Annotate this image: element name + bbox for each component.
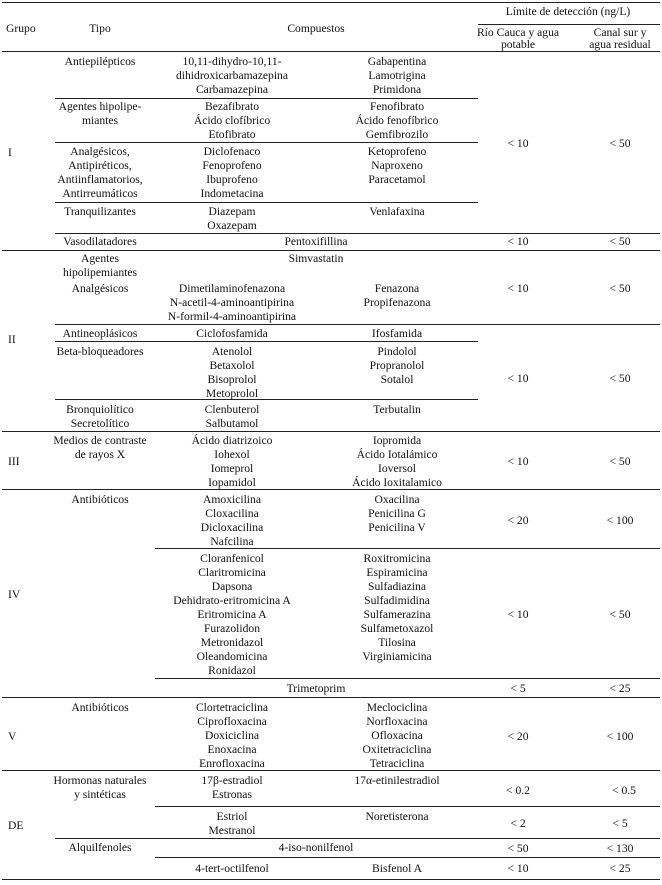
tipo-cell: Medios de contraste: [53, 434, 147, 447]
compound: Sotalol: [380, 373, 414, 386]
tipo-cell: hipolipemiantes: [62, 266, 138, 279]
compound: Norfloxacina: [366, 715, 428, 728]
compound: Oxacilina: [374, 493, 420, 506]
rule-sub: [155, 806, 660, 807]
compound: Primidona: [372, 83, 422, 96]
rule-sub: [55, 838, 660, 839]
compound: Dicloxacilina: [200, 521, 264, 534]
compound: Sulfadimidina: [364, 594, 430, 607]
compound: Sulfametoxazol: [360, 622, 434, 635]
compound: Metoprolol: [205, 387, 259, 400]
compound: Ronidazol: [208, 664, 256, 677]
header-canal: Canal sur y: [593, 26, 647, 39]
rule-limit-header: [478, 24, 660, 25]
compound: Tilosina: [378, 636, 416, 649]
compound: Clortetraciclina: [195, 701, 269, 714]
rule-sub: [55, 98, 478, 99]
compound: Bisfenol A: [372, 862, 422, 875]
compound: Pentoxifillina: [284, 235, 348, 248]
compound: Sulfadiazina: [368, 580, 426, 593]
compound: Ciclofosfamida: [196, 327, 268, 340]
rule-group: [2, 250, 660, 251]
compound: 4-tert-octilfenol: [195, 862, 269, 875]
limit-rio: < 10: [507, 235, 529, 248]
limit-rio: < 2: [510, 817, 526, 830]
compound: Terbutalin: [373, 403, 421, 416]
limit-canal: < 50: [609, 372, 631, 385]
rule-group: [2, 431, 660, 432]
compound: Mestranol: [208, 824, 256, 837]
limit-canal: < 100: [606, 514, 634, 527]
compound: Betaxolol: [209, 359, 255, 372]
compound: Propranolol: [369, 359, 425, 372]
compound: Sulfamerazina: [363, 608, 431, 621]
compound: Dimetilaminofenazona: [178, 282, 286, 295]
compound: Bisoprolol: [207, 373, 257, 386]
tipo-cell: Antibióticos: [71, 493, 129, 506]
compound: Cloxacilina: [205, 507, 259, 520]
compound: N-formil-4-aminoantipirina: [167, 310, 297, 323]
rule-header-bottom: [2, 51, 660, 52]
tipo-cell: Antiinflamatorios,: [57, 173, 143, 186]
compound: Diazepam: [208, 205, 256, 218]
tipo-cell: Analgésicos,: [70, 145, 130, 158]
compound: Iopamidol: [208, 476, 256, 489]
rule-group: [2, 770, 660, 771]
compound: Ibuprofeno: [206, 173, 258, 186]
tipo-cell: Hormonas naturales: [53, 774, 147, 787]
limit-rio: < 10: [507, 282, 529, 295]
compound: Fenazona: [374, 282, 420, 295]
compound: Noretisterona: [365, 810, 429, 823]
compound: Simvastatin: [288, 252, 344, 265]
header-rio: potable: [500, 38, 536, 51]
compound: dihidroxicarbamazepina: [175, 69, 289, 82]
compound: Propifenazona: [363, 296, 431, 309]
tipo-cell: miantes: [81, 114, 119, 127]
compound: Trimetoprim: [286, 682, 346, 695]
compound: Naproxeno: [371, 159, 423, 172]
limit-rio: < 20: [507, 514, 529, 527]
compound: Gabapentina: [367, 55, 427, 68]
compound: Iohexol: [214, 448, 250, 461]
rule-sub: [155, 678, 660, 679]
limit-canal: < 50: [609, 608, 631, 621]
compound: Ácido clofíbrico: [193, 114, 271, 127]
limit-canal: < 100: [606, 730, 634, 743]
limit-canal: < 50: [609, 235, 631, 248]
compound: Estriol: [216, 810, 248, 823]
compound: Atenolol: [211, 345, 253, 358]
compound: Paracetamol: [368, 173, 426, 186]
tipo-cell: Antibióticos: [71, 701, 129, 714]
limit-rio: < 10: [507, 372, 529, 385]
tipo-cell: Antipiréticos,: [68, 159, 132, 172]
tipo-cell: Beta-bloqueadores: [56, 345, 144, 358]
compound: Claritromicina: [198, 566, 266, 579]
compound: Espiramicina: [366, 566, 428, 579]
compound: Pindolol: [377, 345, 417, 358]
compound: Carbamazepina: [195, 83, 269, 96]
rule-sub: [55, 233, 660, 234]
compound: Enrofloxacina: [199, 757, 265, 770]
compound: Enoxacina: [207, 743, 257, 756]
tipo-cell: Analgésicos: [71, 282, 129, 295]
rule-top: [2, 2, 660, 3]
compound: Clenbuterol: [204, 403, 260, 416]
compound: Ácido Iotalámico: [356, 448, 438, 461]
compound: Dapsona: [211, 580, 253, 593]
tipo-cell: Alquilfenoles: [68, 841, 132, 854]
limit-rio: < 20: [507, 730, 529, 743]
compound: Ketoprofeno: [367, 145, 427, 158]
group-label: II: [8, 333, 16, 346]
tipo-cell: Agentes: [81, 252, 119, 265]
limit-canal: < 25: [609, 862, 631, 875]
limit-canal: < 50: [609, 137, 631, 150]
compound: Venlafaxina: [369, 205, 425, 218]
compound: Tetraciclina: [369, 757, 425, 770]
limit-rio: < 10: [507, 137, 529, 150]
compound: Salbutamol: [205, 417, 259, 430]
rule-bottom: [2, 879, 660, 880]
limit-canal: < 130: [606, 842, 634, 855]
group-label: I: [8, 146, 12, 159]
limit-canal: < 0.5: [612, 784, 636, 797]
compound: Ácido fenofíbrico: [355, 114, 439, 127]
rule-sub: [55, 399, 478, 400]
compound: Ácido diatrizoico: [191, 434, 273, 447]
compound: Roxitromicina: [363, 552, 431, 565]
compound: Ifosfamida: [371, 327, 423, 340]
compound: Ofloxacina: [371, 729, 423, 742]
compound: 4-iso-nonilfenol: [278, 841, 354, 854]
compound: Indometacina: [200, 187, 264, 200]
header-compuestos: Compuestos: [287, 22, 345, 35]
compound: Etofibrato: [208, 128, 256, 141]
compound: 17β-estradiol: [201, 774, 263, 787]
compound: Furazolidon: [203, 622, 261, 635]
header-canal: agua residual: [589, 38, 651, 51]
compound: Oxitetraciclina: [362, 743, 432, 756]
tipo-cell: Secretolítico: [70, 417, 130, 430]
compound: Doxiciclina: [204, 729, 260, 742]
limit-canal: < 50: [609, 455, 631, 468]
limit-canal: < 50: [609, 282, 631, 295]
limit-rio: < 5: [510, 682, 526, 695]
tipo-cell: y sintéticas: [74, 788, 126, 801]
compound: Iomeprol: [210, 462, 254, 475]
compound: Estronas: [212, 788, 252, 801]
header-grupo: Grupo: [6, 22, 36, 35]
tipo-cell: Bronquiolítico: [66, 403, 134, 416]
compound: Meclociclina: [366, 701, 428, 714]
tipo-cell: Antineoplásicos: [62, 327, 138, 340]
compound: Dehidrato-eritromicina A: [173, 594, 291, 607]
tipo-cell: Agentes hipolipe-: [58, 100, 142, 113]
compound: Cloranfenicol: [200, 552, 264, 565]
compound: Diclofenaco: [203, 145, 261, 158]
compound: Oxazepam: [207, 219, 257, 232]
limit-rio: < 10: [507, 455, 529, 468]
rule-sub: [55, 324, 660, 325]
group-label: IV: [8, 588, 21, 601]
tipo-cell: Vasodilatadores: [63, 235, 137, 248]
tipo-cell: de rayos X: [74, 448, 126, 461]
tipo-cell: Antiepilépticos: [64, 55, 136, 68]
compound: Amoxicilina: [203, 493, 261, 506]
header-limite: Límite de detección (ng/L): [505, 5, 631, 18]
limit-rio: < 0.2: [506, 784, 530, 797]
group-label: DE: [8, 819, 24, 832]
rule-group: [2, 697, 660, 698]
compound: Penicilina G: [368, 507, 426, 520]
limit-canal: < 5: [612, 817, 628, 830]
compound: Virginiamicina: [362, 650, 432, 663]
compound: Bezafibrato: [204, 100, 260, 113]
rule-sub: [55, 341, 478, 342]
tipo-cell: Antirreumáticos: [62, 187, 138, 200]
group-label: III: [8, 455, 20, 468]
limit-rio: < 50: [507, 842, 529, 855]
compound: Iopromida: [372, 434, 422, 447]
compound: Ioversol: [378, 462, 416, 475]
tipo-cell: Tranquilizantes: [64, 205, 136, 218]
compound: Gemfibrozilo: [365, 128, 429, 141]
compound: Ácido Ioxitalamico: [352, 476, 442, 489]
compound: Metronidazol: [200, 636, 264, 649]
compound: Ciprofloxacina: [197, 715, 267, 728]
compound: Fenoprofeno: [202, 159, 262, 172]
compound: N-acetil-4-aminoantipirina: [169, 296, 295, 309]
rule-group: [2, 489, 660, 490]
rule-sub: [55, 142, 478, 143]
compound: 10,11-dihydro-10,11-: [182, 55, 282, 68]
group-label: V: [8, 730, 17, 743]
compound: Eritromicina A: [197, 608, 267, 621]
compound: Oleandomicina: [196, 650, 268, 663]
rule-sub: [155, 857, 660, 858]
compound: Lamotrigina: [368, 69, 426, 82]
header-tipo: Tipo: [89, 22, 111, 35]
limit-canal: < 25: [609, 682, 631, 695]
limit-rio: < 10: [507, 608, 529, 621]
compound: 17α-etinilestradiol: [354, 774, 440, 787]
compound: Fenofibrato: [369, 100, 425, 113]
compound: Nafcilina: [210, 535, 254, 548]
compound: Penicilina V: [368, 521, 426, 534]
header-rio: Río Cauca y agua: [476, 26, 560, 39]
rule-sub: [55, 202, 478, 203]
limit-rio: < 10: [507, 862, 529, 875]
